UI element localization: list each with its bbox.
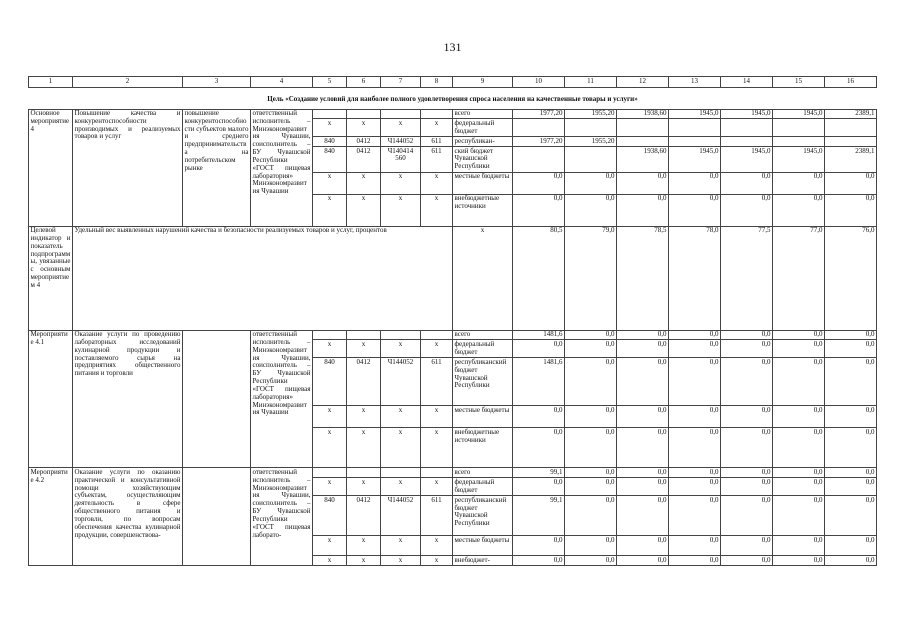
funding-source-cell: федеральный бюджет — [453, 478, 513, 496]
amount-cell: 0,0 — [513, 536, 565, 556]
amount-cell: 0,0 — [617, 468, 669, 478]
amount-cell: 0,0 — [617, 406, 669, 428]
header-cell: 4 — [251, 77, 313, 88]
amount-cell: 0,0 — [721, 496, 773, 536]
indicator-value-cell: 78,5 — [617, 226, 669, 330]
amount-cell: 0,0 — [825, 556, 877, 566]
code-cell: x — [347, 556, 381, 566]
amount-cell: 0,0 — [617, 330, 669, 340]
code-cell: 611 — [421, 137, 453, 147]
amount-cell: 0,0 — [565, 556, 617, 566]
code-cell: x — [421, 194, 453, 226]
amount-cell: 1945,0 — [721, 109, 773, 119]
amount-cell: 0,0 — [617, 536, 669, 556]
code-cell: x — [313, 172, 347, 194]
amount-cell: 0,0 — [825, 496, 877, 536]
code-cell: x — [421, 428, 453, 468]
code-cell: x — [347, 340, 381, 358]
indicator-value-cell: 79,0 — [565, 226, 617, 330]
code-cell: x — [313, 406, 347, 428]
code-cell: 840 — [313, 496, 347, 536]
header-cell: 8 — [421, 77, 453, 88]
amount-cell: 0,0 — [721, 172, 773, 194]
amount-cell: 1945,0 — [669, 109, 721, 119]
code-cell: x — [347, 478, 381, 496]
code-cell: Ч144052 — [381, 496, 421, 536]
amount-cell: 0,0 — [669, 478, 721, 496]
amount-cell: 0,0 — [513, 478, 565, 496]
expected-result-cell: повышение конкурентоспособности субъектов малого и среднего предпринимательства на потребительском рынке — [183, 109, 251, 226]
code-cell: 0412 — [347, 358, 381, 406]
program-table — [28, 76, 877, 566]
amount-cell: 0,0 — [565, 340, 617, 358]
code-cell: x — [347, 406, 381, 428]
amount-cell: 0,0 — [721, 358, 773, 406]
code-cell: x — [347, 428, 381, 468]
amount-cell: 1481,6 — [513, 358, 565, 406]
amount-cell: 0,0 — [721, 194, 773, 226]
header-row — [29, 77, 877, 88]
amount-cell — [721, 119, 773, 137]
code-cell: x — [421, 340, 453, 358]
amount-cell: 0,0 — [617, 428, 669, 468]
code-cell — [347, 330, 381, 340]
code-cell: x — [381, 536, 421, 556]
executor-cell: ответственный исполнитель – Минэкономразвития Чувашии, соисполнитель – БУ Чувашской Республики «ГОСТ пищевая лаборато- — [251, 468, 313, 566]
amount-cell: 0,0 — [773, 496, 825, 536]
code-cell: 611 — [421, 496, 453, 536]
amount-cell: 2389,1 — [825, 147, 877, 172]
amount-cell: 0,0 — [825, 340, 877, 358]
amount-cell: 0,0 — [669, 172, 721, 194]
amount-cell: 1945,0 — [773, 147, 825, 172]
code-cell: x — [347, 194, 381, 226]
amount-cell: 0,0 — [669, 536, 721, 556]
code-cell — [381, 330, 421, 340]
indicator-row — [29, 226, 877, 330]
amount-cell: 0,0 — [513, 340, 565, 358]
measure-name-cell: Мероприятие 4.2 — [29, 468, 73, 566]
header-cell: 13 — [669, 77, 721, 88]
header-cell: 6 — [347, 77, 381, 88]
amount-cell: 0,0 — [669, 406, 721, 428]
header-cell: 14 — [721, 77, 773, 88]
amount-cell: 1481,6 — [513, 330, 565, 340]
table-row — [29, 468, 877, 478]
executor-cell: ответственный исполнитель – Минэкономразвития Чувашии, соисполнитель – БУ Чувашской Республики «ГОСТ пищевая лаборатория» Минэкономразвития Чувашии — [251, 330, 313, 468]
amount-cell — [513, 119, 565, 137]
amount-cell — [721, 137, 773, 147]
amount-cell: 0,0 — [825, 358, 877, 406]
code-cell: 611 — [421, 147, 453, 172]
code-cell: x — [381, 556, 421, 566]
code-cell: 840 — [313, 147, 347, 172]
code-cell: x — [421, 536, 453, 556]
measure-description-cell: Оказание услуги по проведению лабораторных исследований кулинарной продукции и поставляемого сырья на предприятиях общественного питания и торговли — [73, 330, 183, 468]
amount-cell: 0,0 — [565, 536, 617, 556]
amount-cell: 0,0 — [669, 428, 721, 468]
amount-cell — [825, 137, 877, 147]
table-row — [29, 109, 877, 119]
header-cell: 5 — [313, 77, 347, 88]
amount-cell: 0,0 — [825, 428, 877, 468]
header-cell: 2 — [73, 77, 183, 88]
amount-cell: 0,0 — [565, 406, 617, 428]
header-cell: 12 — [617, 77, 669, 88]
amount-cell: 2389,1 — [825, 109, 877, 119]
amount-cell: 0,0 — [669, 468, 721, 478]
header-cell: 15 — [773, 77, 825, 88]
amount-cell — [773, 119, 825, 137]
code-cell — [313, 468, 347, 478]
code-cell — [421, 468, 453, 478]
amount-cell — [565, 119, 617, 137]
amount-cell: 0,0 — [669, 330, 721, 340]
amount-cell: 1945,0 — [773, 109, 825, 119]
amount-cell: 0,0 — [565, 194, 617, 226]
amount-cell: 0,0 — [565, 428, 617, 468]
amount-cell: 0,0 — [721, 340, 773, 358]
code-cell: 840 — [313, 137, 347, 147]
code-cell: x — [381, 428, 421, 468]
code-cell: x — [313, 340, 347, 358]
amount-cell: 0,0 — [669, 496, 721, 536]
amount-cell: 0,0 — [825, 194, 877, 226]
funding-source-cell: республиканский бюджет Чувашской Республики — [453, 358, 513, 406]
code-cell — [347, 468, 381, 478]
indicator-value-cell: 77,5 — [721, 226, 773, 330]
code-cell: x — [381, 119, 421, 137]
amount-cell: 99,1 — [513, 468, 565, 478]
amount-cell: 99,1 — [513, 496, 565, 536]
amount-cell: 0,0 — [721, 406, 773, 428]
amount-cell: 1945,0 — [721, 147, 773, 172]
funding-source-cell: всего — [453, 330, 513, 340]
amount-cell: 1938,60 — [617, 109, 669, 119]
code-cell: x — [421, 556, 453, 566]
amount-cell: 1977,20 — [513, 137, 565, 147]
amount-cell: 0,0 — [669, 194, 721, 226]
amount-cell: 0,0 — [721, 468, 773, 478]
amount-cell: 0,0 — [617, 496, 669, 536]
code-cell: x — [313, 194, 347, 226]
code-cell — [381, 468, 421, 478]
code-cell — [421, 330, 453, 340]
funding-source-cell: всего — [453, 109, 513, 119]
code-cell: x — [381, 172, 421, 194]
code-cell: 0412 — [347, 147, 381, 172]
indicator-value-cell: 80,5 — [513, 226, 565, 330]
measure-description-cell: Оказание услуги по оказанию практической и консультативной помощи хозяйствующим субъектам, осуществляющим деятельность в сфере общественного питания и торговли, по вопросам обеспечения качества кулинарной продукции, совершенствова- — [73, 468, 183, 566]
amount-cell — [669, 137, 721, 147]
amount-cell: 0,0 — [565, 358, 617, 406]
code-cell: x — [347, 119, 381, 137]
goal-heading: Цель «Создание условий для наиболее полного удовлетворения спроса населения на качественные товары и услуги» — [29, 88, 877, 110]
amount-cell: 0,0 — [721, 556, 773, 566]
amount-cell: 0,0 — [773, 194, 825, 226]
amount-cell — [617, 119, 669, 137]
amount-cell: 0,0 — [825, 330, 877, 340]
code-cell: x — [421, 478, 453, 496]
amount-cell: 0,0 — [721, 478, 773, 496]
amount-cell: 0,0 — [565, 478, 617, 496]
funding-source-cell: федеральный бюджет — [453, 119, 513, 137]
code-cell: x — [313, 478, 347, 496]
executor-cell: ответственный исполнитель – Минэкономразвития Чувашии, соисполнитель – БУ Чувашской Республики «ГОСТ пищевая лаборатория» Минэкономразвития Чувашии — [251, 109, 313, 226]
code-cell: x — [347, 536, 381, 556]
amount-cell: 0,0 — [773, 478, 825, 496]
code-cell: Ч144052 — [381, 358, 421, 406]
funding-source-cell: местные бюджеты — [453, 536, 513, 556]
amount-cell: 0,0 — [617, 556, 669, 566]
measure-name-cell: Основное мероприятие 4 — [29, 109, 73, 226]
amount-cell: 0,0 — [825, 536, 877, 556]
table-body — [29, 77, 877, 566]
amount-cell — [773, 137, 825, 147]
amount-cell: 0,0 — [773, 340, 825, 358]
table-row — [29, 330, 877, 340]
funding-source-cell: местные бюджеты — [453, 406, 513, 428]
code-cell: x — [313, 119, 347, 137]
code-cell: 0412 — [347, 496, 381, 536]
indicator-name-cell: Целевой индикатор и показатель подпрограммы, увязанные с основным мероприятием 4 — [29, 226, 73, 330]
code-cell — [347, 109, 381, 119]
code-cell: Ч144052 — [381, 137, 421, 147]
amount-cell — [669, 119, 721, 137]
amount-cell: 0,0 — [825, 468, 877, 478]
header-cell: 9 — [453, 77, 513, 88]
code-cell: x — [381, 194, 421, 226]
amount-cell: 0,0 — [565, 330, 617, 340]
amount-cell: 0,0 — [773, 468, 825, 478]
code-cell — [313, 109, 347, 119]
funding-source-cell: ский бюджет Чувашской Республики — [453, 147, 513, 172]
code-cell: x — [421, 172, 453, 194]
amount-cell: 0,0 — [669, 358, 721, 406]
amount-cell: 1938,60 — [617, 147, 669, 172]
amount-cell: 0,0 — [773, 172, 825, 194]
header-cell: 3 — [183, 77, 251, 88]
funding-source-cell: местные бюджеты — [453, 172, 513, 194]
header-cell: 10 — [513, 77, 565, 88]
funding-source-cell: внебюджетные источники — [453, 194, 513, 226]
indicator-value-cell: 76,0 — [825, 226, 877, 330]
funding-source-cell: республикан- — [453, 137, 513, 147]
measure-name-cell: Мероприятие 4.1 — [29, 330, 73, 468]
amount-cell: 0,0 — [773, 330, 825, 340]
code-cell: 611 — [421, 358, 453, 406]
amount-cell: 0,0 — [617, 478, 669, 496]
amount-cell — [617, 137, 669, 147]
code-cell: Ч140414 560 — [381, 147, 421, 172]
amount-cell: 0,0 — [565, 496, 617, 536]
indicator-description-cell: Удельный вес выявленных нарушений качества и безопасности реализуемых товаров и услуг, процентов — [73, 226, 453, 330]
page-number: 131 — [443, 40, 462, 54]
code-cell: 840 — [313, 358, 347, 406]
code-cell: x — [381, 478, 421, 496]
code-cell: x — [313, 428, 347, 468]
amount-cell: 0,0 — [513, 406, 565, 428]
amount-cell: 0,0 — [669, 556, 721, 566]
funding-source-cell: всего — [453, 468, 513, 478]
code-cell — [381, 109, 421, 119]
expected-result-cell — [183, 468, 251, 566]
amount-cell: 1955,20 — [565, 137, 617, 147]
amount-cell: 0,0 — [773, 536, 825, 556]
amount-cell: 1977,20 — [513, 109, 565, 119]
amount-cell: 0,0 — [513, 194, 565, 226]
code-cell — [313, 330, 347, 340]
amount-cell: 0,0 — [669, 340, 721, 358]
amount-cell: 0,0 — [617, 172, 669, 194]
header-cell: 16 — [825, 77, 877, 88]
amount-cell — [565, 147, 617, 172]
code-cell: x — [313, 556, 347, 566]
amount-cell: 0,0 — [825, 478, 877, 496]
amount-cell: 0,0 — [825, 172, 877, 194]
code-cell: x — [381, 340, 421, 358]
funding-source-cell: внебюджет- — [453, 556, 513, 566]
expected-result-cell — [183, 330, 251, 468]
amount-cell: 0,0 — [617, 194, 669, 226]
amount-cell: 0,0 — [773, 406, 825, 428]
amount-cell: 1945,0 — [669, 147, 721, 172]
code-cell: x — [313, 536, 347, 556]
funding-source-cell: внебюджетные источники — [453, 428, 513, 468]
indicator-value-cell: 77,0 — [773, 226, 825, 330]
indicator-value-cell: 78,0 — [669, 226, 721, 330]
code-cell — [421, 109, 453, 119]
amount-cell — [825, 119, 877, 137]
funding-source-cell: федеральный бюджет — [453, 340, 513, 358]
amount-cell: 0,0 — [773, 358, 825, 406]
amount-cell: 0,0 — [825, 406, 877, 428]
amount-cell — [513, 147, 565, 172]
amount-cell: 0,0 — [773, 428, 825, 468]
code-cell: x — [421, 406, 453, 428]
amount-cell: 0,0 — [721, 330, 773, 340]
funding-source-cell: республиканский бюджет Чувашской Республики — [453, 496, 513, 536]
amount-cell: 0,0 — [773, 556, 825, 566]
amount-cell: 0,0 — [513, 556, 565, 566]
amount-cell: 0,0 — [721, 428, 773, 468]
amount-cell: 0,0 — [565, 172, 617, 194]
measure-description-cell: Повышение качества и конкурентоспособности производимых и реализуемых товаров и услуг — [73, 109, 183, 226]
header-cell: 7 — [381, 77, 421, 88]
code-cell: x — [381, 406, 421, 428]
header-cell: 11 — [565, 77, 617, 88]
amount-cell: 0,0 — [513, 172, 565, 194]
code-cell: 0412 — [347, 137, 381, 147]
header-cell: 1 — [29, 77, 73, 88]
amount-cell: 0,0 — [513, 428, 565, 468]
indicator-mark-cell: x — [453, 226, 513, 330]
code-cell: x — [421, 119, 453, 137]
code-cell: x — [347, 172, 381, 194]
amount-cell: 1955,20 — [565, 109, 617, 119]
amount-cell: 0,0 — [721, 536, 773, 556]
goal-row — [29, 88, 877, 110]
amount-cell: 0,0 — [617, 340, 669, 358]
amount-cell: 0,0 — [565, 468, 617, 478]
amount-cell: 0,0 — [617, 358, 669, 406]
